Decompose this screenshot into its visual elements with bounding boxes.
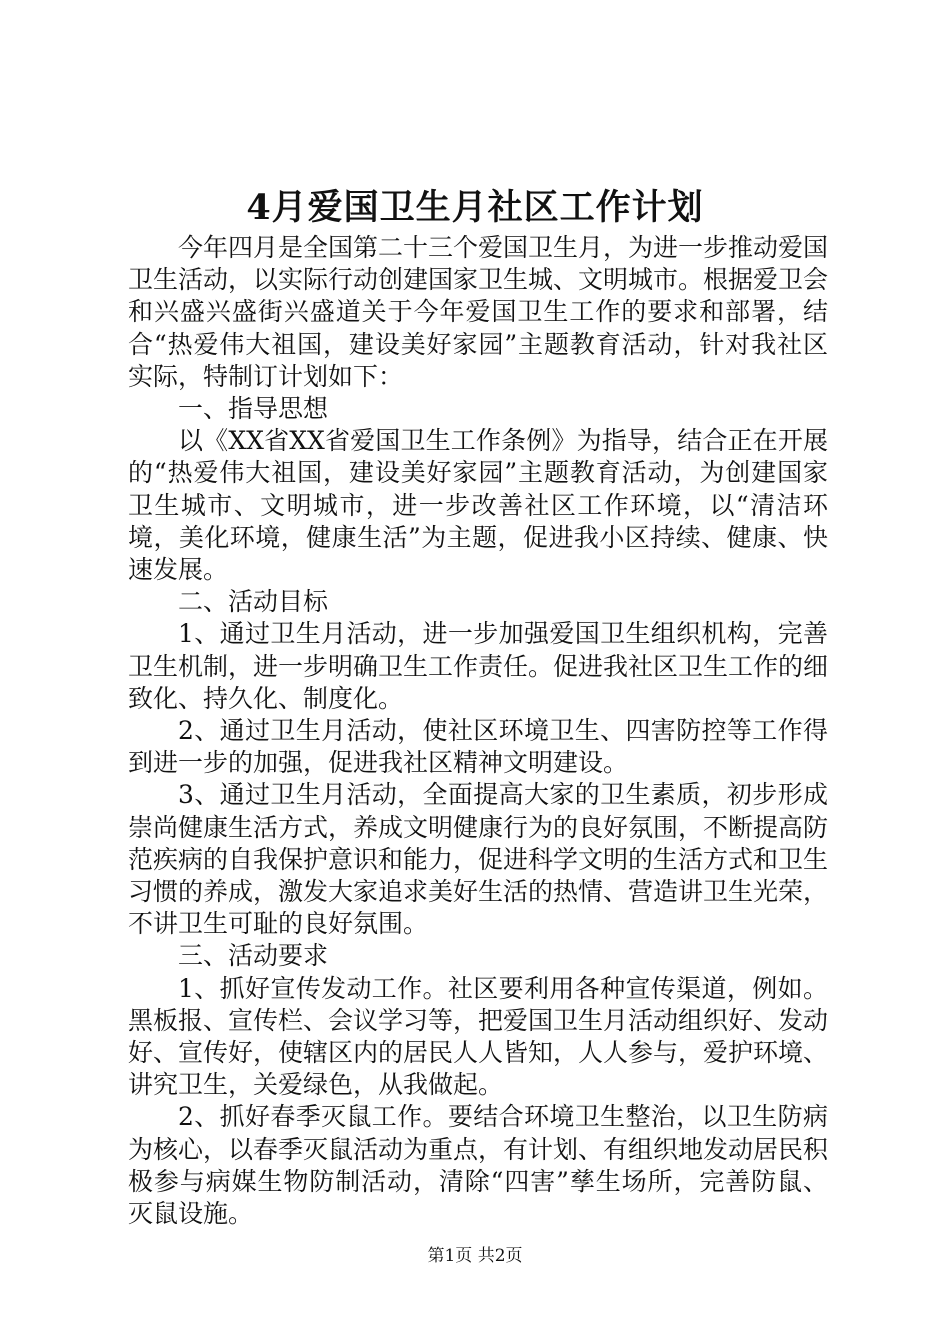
paragraph-requirement-1: 1、抓好宣传发动工作。社区要利用各种宣传渠道，例如。黑板报、宣传栏、会议学习等，把爱国卫生月活动组织好、发动好、宣传好，使辖区内的居民人人皆知，人人参与，爱护环境、讲究卫生，关爱绿色，从我做起。 (128, 973, 829, 1100)
paragraph-goal-3: 3、通过卫生月活动，全面提高大家的卫生素质，初步形成崇尚健康生活方式，养成文明健康行为的良好氛围，不断提高防范疾病的自我保护意识和能力，促进科学文明的生活方式和卫生习惯的养成，激发大家追求美好生活的热情、营造讲卫生光荣，不讲卫生可耻的良好氛围。 (128, 780, 829, 939)
page-footer: 第1页 共2页 (427, 1246, 523, 1266)
section-heading-activity-goals: 二、活动目标 (178, 587, 329, 617)
paragraph-guiding-thought: 以《XX省XX省爱国卫生工作条例》为指导，结合正在开展的“热爱伟大祖国，建设美好家园”主题教育活动，为创建国家卫生城市、文明城市，进一步改善社区工作环境，以“清洁环境，美化环境，健康生活”为主题，促进我小区持续、健康、快速发展。 (128, 426, 828, 585)
section-heading-activity-requirements: 三、活动要求 (178, 941, 329, 971)
paragraph-goal-1: 1、通过卫生月活动，进一步加强爱国卫生组织机构，完善卫生机制，进一步明确卫生工作责任。促进我社区卫生工作的细致化、持久化、制度化。 (128, 619, 829, 713)
document-body (128, 232, 828, 1230)
paragraph-requirement-2: 2、抓好春季灭鼠工作。要结合环境卫生整治，以卫生防病为核心，以春季灭鼠活动为重点，有计划、有组织地发动居民积极参与病媒生物防制活动，清除“四害”孳生场所，完善防鼠、灭鼠设施。 (128, 1102, 829, 1229)
section-heading-guiding-thought: 一、指导思想 (178, 394, 329, 424)
paragraph-intro: 今年四月是全国第二十三个爱国卫生月，为进一步推动爱国卫生活动，以实际行动创建国家卫生城、文明城市。根据爱卫会和兴盛兴盛街兴盛道关于今年爱国卫生工作的要求和部署，结合“热爱伟大祖国，建设美好家园”主题教育活动，针对我社区实际，特制订计划如下： (128, 233, 829, 391)
paragraph-goal-2: 2、通过卫生月活动，使社区环境卫生、四害防控等工作得到进一步的加强，促进我社区精神文明建设。 (128, 716, 828, 778)
document-title: 4月爱国卫生月社区工作计划 (246, 187, 704, 228)
